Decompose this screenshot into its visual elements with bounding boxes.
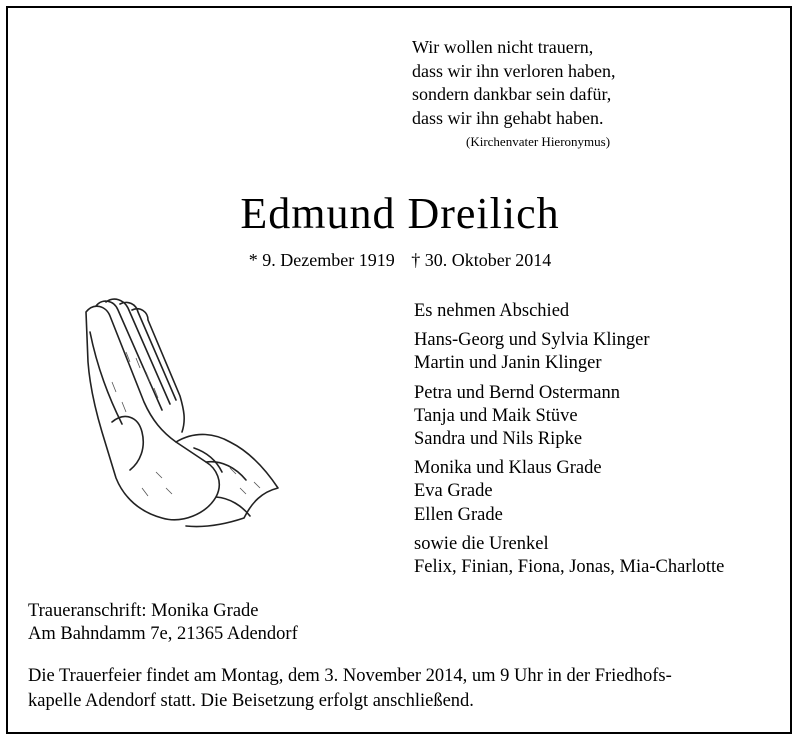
mourner-line: Eva Grade — [414, 481, 493, 502]
poem-line: Wir wollen nicht trauern, — [412, 37, 594, 57]
deceased-name: Edmund Dreilich — [240, 189, 560, 238]
poem-line: sondern dankbar sein dafür, — [412, 84, 612, 104]
mourner-line: Tanja und Maik Stüve — [414, 405, 578, 426]
mourner-group — [414, 382, 724, 452]
mourner-line: Hans-Georg und Sylvia Klinger — [414, 330, 650, 351]
poem-source: (Kirchenvater Hieronymus) — [466, 134, 611, 149]
address-line: Traueranschrift: Monika Grade — [28, 601, 259, 621]
mourner-line: sowie die Urenkel — [414, 533, 549, 554]
mourning-address — [28, 600, 298, 646]
mourner-line: Petra und Bernd Ostermann — [414, 382, 621, 403]
birth-date: * 9. Dezember 1919 — [248, 250, 395, 270]
funeral-notice — [28, 664, 778, 714]
notice-line: Die Trauerfeier findet am Montag, dem 3. November 2014, um 9 Uhr in der Friedhofs- — [28, 666, 672, 686]
mourner-line: Monika und Klaus Grade — [414, 458, 602, 479]
mourner-group — [414, 329, 724, 375]
mourner-line: Martin und Janin Klinger — [414, 353, 602, 374]
poem-line: dass wir ihn gehabt haben. — [412, 107, 604, 128]
mourner-line: Sandra und Nils Ripke — [414, 429, 583, 450]
mourner-group — [414, 533, 724, 579]
mourners-list — [414, 300, 724, 585]
mourners-intro: Es nehmen Abschied — [414, 301, 570, 321]
poem-line: dass wir ihn verloren haben, — [412, 60, 616, 81]
poem — [412, 36, 615, 130]
praying-hands-icon — [66, 292, 286, 542]
mourner-group — [414, 457, 724, 527]
life-dates — [0, 250, 800, 271]
notice-line: kapelle Adendorf statt. Die Beisetzung erfolgt anschließend. — [28, 691, 474, 711]
address-line: Am Bahndamm 7e, 21365 Adendorf — [28, 624, 298, 644]
mourner-line: Felix, Finian, Fiona, Jonas, Mia-Charlotte — [414, 557, 725, 578]
mourner-line: Ellen Grade — [414, 504, 503, 525]
death-date: † 30. Oktober 2014 — [411, 250, 552, 270]
